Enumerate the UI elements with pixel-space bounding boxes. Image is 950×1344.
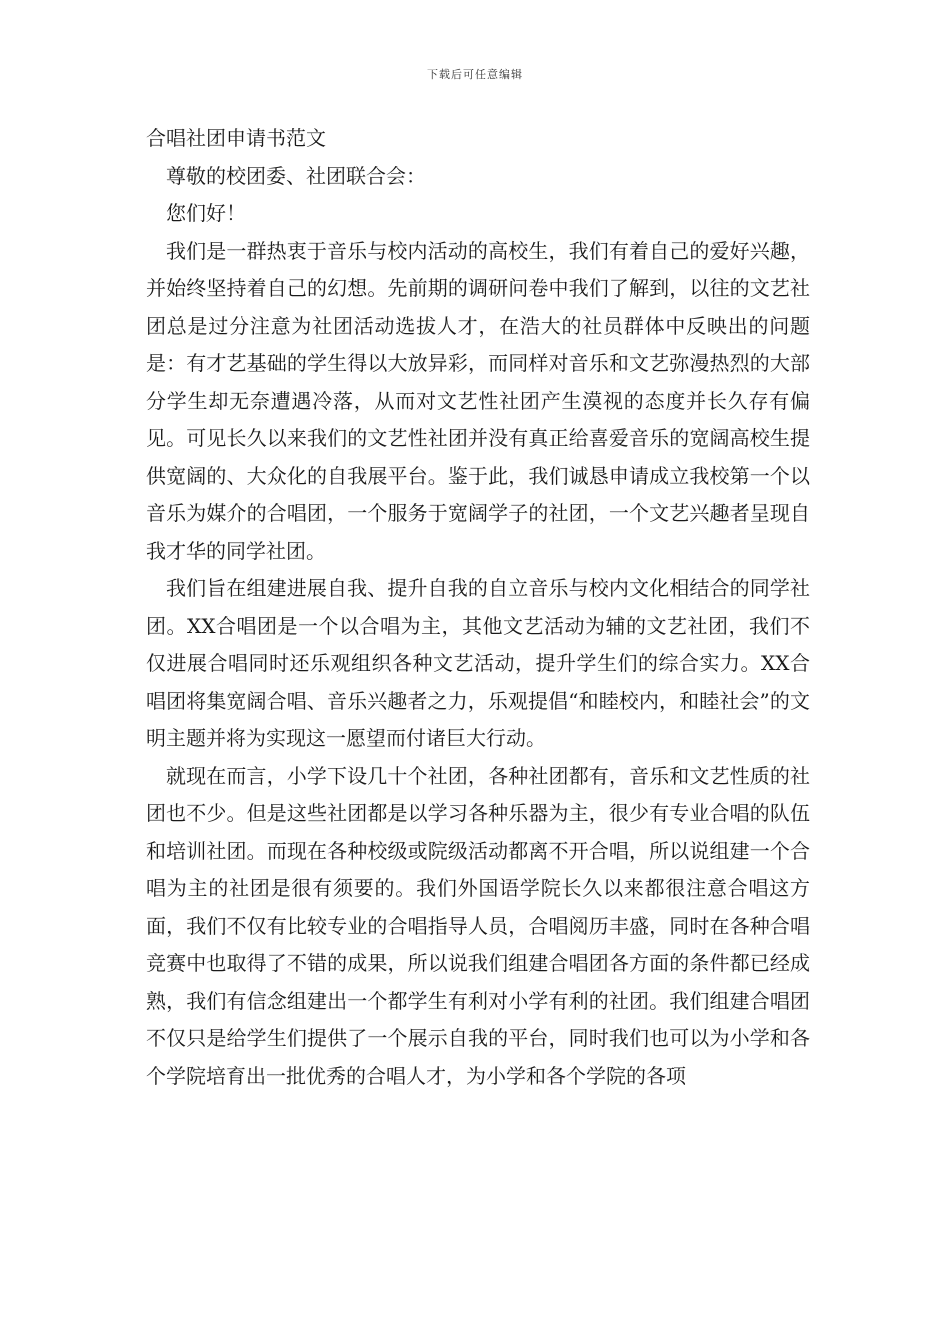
greeting: 您们好！ — [166, 201, 246, 225]
document-body — [146, 120, 810, 1095]
document-title: 合唱社团申请书范文 — [146, 126, 326, 150]
paragraph-purpose: 我们旨在组建进展自我、提升自我的自立音乐与校内文化相结合的同学社团。XX合唱团是一个以合唱为主，其他文艺活动为辅的文艺社团，我们不仅进展合唱同时还乐观组织各种文艺活动，提升学生们的综合实力。XX合唱团将集宽阔合唱、音乐兴趣者之力，乐观提倡“和睦校内，和睦社会”的文明主题并将为实现这一愿望而付诸巨大行动。 — [146, 576, 810, 750]
paragraph-current-situation: 就现在而言，小学下设几十个社团，各种社团都有，音乐和文艺性质的社团也不少。但是这些社团都是以学习各种乐器为主，很少有专业合唱的队伍和培训社团。而现在各种校级或院级活动都离不开合唱，所以说组建一个合唱为主的社团是很有须要的。我们外国语学院长久以来都很注意合唱这方面，我们不仅有比较专业的合唱指导人员，合唱阅历丰盛，同时在各种合唱竞赛中也取得了不错的成果，所以说我们组建合唱团各方面的条件都已经成熟，我们有信念组建出一个都学生有利对小学有利的社团。我们组建合唱团不仅只是给学生们提供了一个展示自我的平台，同时我们也可以为小学和各个学院培育出一批优秀的合唱人才，为小学和各个学院的各项 — [146, 763, 810, 1088]
salutation: 尊敬的校团委、社团联合会： — [166, 163, 426, 188]
paragraph-intro: 我们是一群热衷于音乐与校内活动的高校生，我们有着自己的爱好兴趣，并始终坚持着自己的幻想。先前期的调研问卷中我们了解到，以往的文艺社团总是过分注意为社团活动选拔人才，在浩大的社员群体中反映出的问题是：有才艺基础的学生得以大放异彩，而同样对音乐和文艺弥漫热烈的大部分学生却无奈遭遇冷落，从而对文艺性社团产生漠视的态度并长久存有偏见。可见长久以来我们的文艺性社团并没有真正给喜爱音乐的宽阔高校生提供宽阔的、大众化的自我展平台。鉴于此，我们诚恳申请成立我校第一个以音乐为媒介的合唱团，一个服务于宽阔学子的社团，一个文艺兴趣者呈现自我才华的同学社团。 — [146, 238, 810, 563]
page-header-note: 下载后可任意编辑 — [427, 68, 523, 81]
